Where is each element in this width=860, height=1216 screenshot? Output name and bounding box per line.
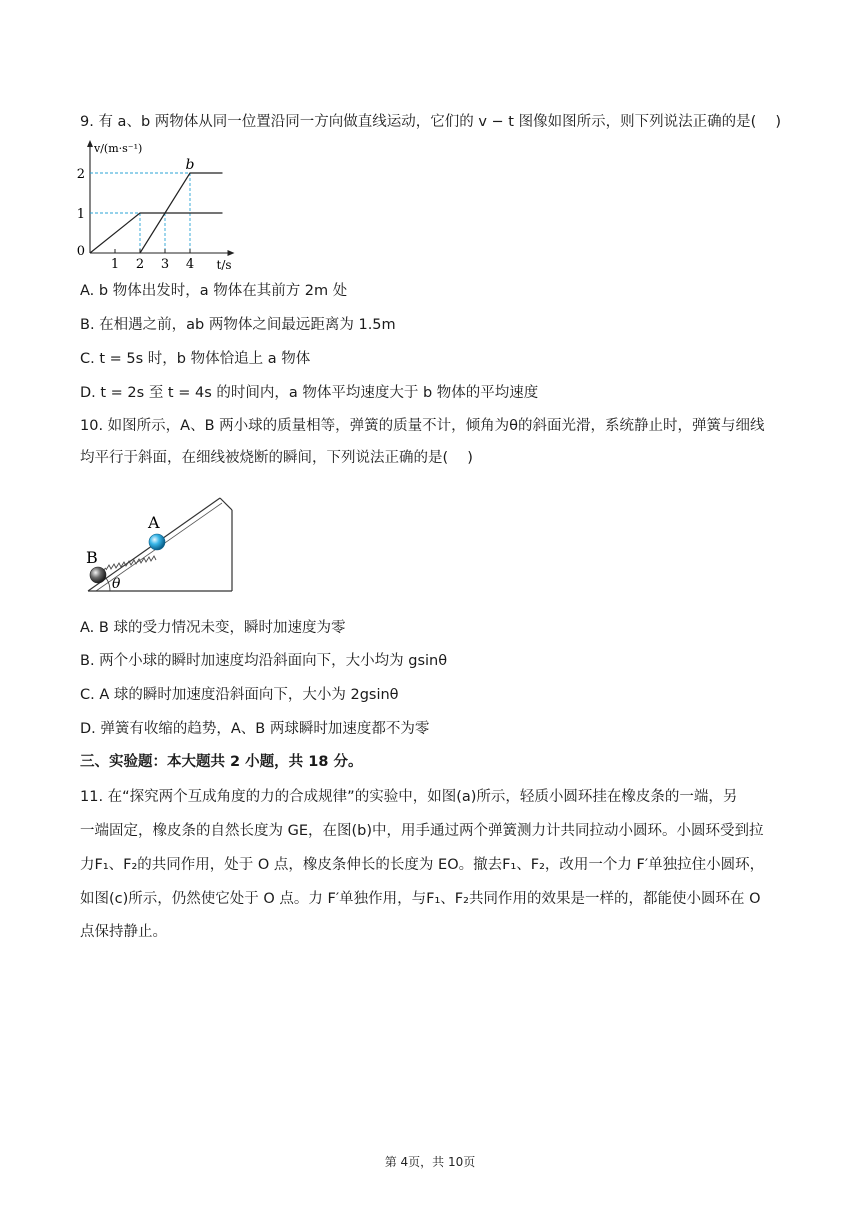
x-tick-label-4: 4 xyxy=(185,257,195,272)
label-theta: θ xyxy=(112,576,121,592)
section-heading: 三、实验题：本大题共 2 小题，共 18 分。 xyxy=(80,754,363,770)
incline-figure xyxy=(82,490,242,600)
q11-line-1: 11. 在“探究两个互成角度的力的合成规律”的实验中，如图(a)所示，轻质小圆环挂在橡皮条的一端，另 xyxy=(80,789,738,805)
x-axis-label: t/s xyxy=(216,258,232,272)
x-axis-arrow xyxy=(228,250,235,256)
label-ball-a: A xyxy=(148,513,160,532)
series-a-line xyxy=(90,213,223,253)
q10-option-a: A. B 球的受力情况未变，瞬时加速度为零 xyxy=(80,620,346,636)
q11-line-2: 一端固定，橡皮条的自然长度为 GE，在图(b)中，用手通过两个弹簧测力计共同拉动小圆环。小圆环受到拉 xyxy=(80,823,764,839)
x-tick-label-1: 1 xyxy=(110,257,120,272)
q10-option-c: C. A 球的瞬时加速度沿斜面向下，大小为 2gsinθ xyxy=(80,687,399,703)
q11-line-3: 力F₁、F₂的共同作用，处于 O 点，橡皮条伸长的长度为 EO。撤去F₁、F₂，改用一个力 F′单独拉住小圆环， xyxy=(80,857,765,873)
y-tick-label-2: 2 xyxy=(76,167,85,182)
vt-chart xyxy=(70,138,260,278)
q10-option-b: B. 两个小球的瞬时加速度均沿斜面向下，大小均为 gsinθ xyxy=(80,653,448,669)
y-tick-label-1: 1 xyxy=(76,207,85,222)
page-footer: 第 4页，共 10页 xyxy=(384,1155,476,1169)
q11-line-5: 点保持静止。 xyxy=(80,924,167,940)
q9-option-b: B. 在相遇之前，ab 两物体之间最远距离为 1.5m xyxy=(80,317,396,333)
q9-option-a: A. b 物体出发时，a 物体在其前方 2m 处 xyxy=(80,283,348,299)
series-b-label: b xyxy=(185,157,195,173)
q9-stem: 9. 有 a、b 两物体从同一位置沿同一方向做直线运动，它们的 v − t 图像如图所示，则下列说法正确的是( ) xyxy=(80,114,782,130)
y-axis-label: v/(m·s⁻¹) xyxy=(94,142,143,155)
q11-line-4: 如图(c)所示，仍然使它处于 O 点。力 F′单独作用，与F₁、F₂共同作用的效果是一样的，都能使小圆环在 O xyxy=(80,891,761,907)
q9-option-d: D. t = 2s 至 t = 4s 的时间内，a 物体平均速度大于 b 物体的平均速度 xyxy=(80,385,539,401)
x-tick-label-2: 2 xyxy=(135,257,145,272)
q9-option-c: C. t = 5s 时，b 物体恰追上 a 物体 xyxy=(80,351,311,367)
y-axis-arrow xyxy=(87,140,93,147)
y-tick-label-0: 0 xyxy=(76,244,85,259)
q10-stem-line2: 均平行于斜面，在细线被烧断的瞬间，下列说法正确的是( ) xyxy=(80,450,473,466)
q10-stem-line1: 10. 如图所示，A、B 两小球的质量相等，弹簧的质量不计，倾角为θ的斜面光滑，系统静止时，弹簧与细线 xyxy=(80,418,765,434)
ball-b xyxy=(90,567,106,583)
q10-option-d: D. 弹簧有收缩的趋势，A、B 两球瞬时加速度都不为零 xyxy=(80,721,430,737)
incline-top xyxy=(220,498,232,510)
x-tick-label-3: 3 xyxy=(160,257,170,272)
theta-arc xyxy=(106,578,110,591)
ball-a xyxy=(149,534,165,550)
spring xyxy=(106,556,156,570)
label-ball-b: B xyxy=(86,548,98,567)
